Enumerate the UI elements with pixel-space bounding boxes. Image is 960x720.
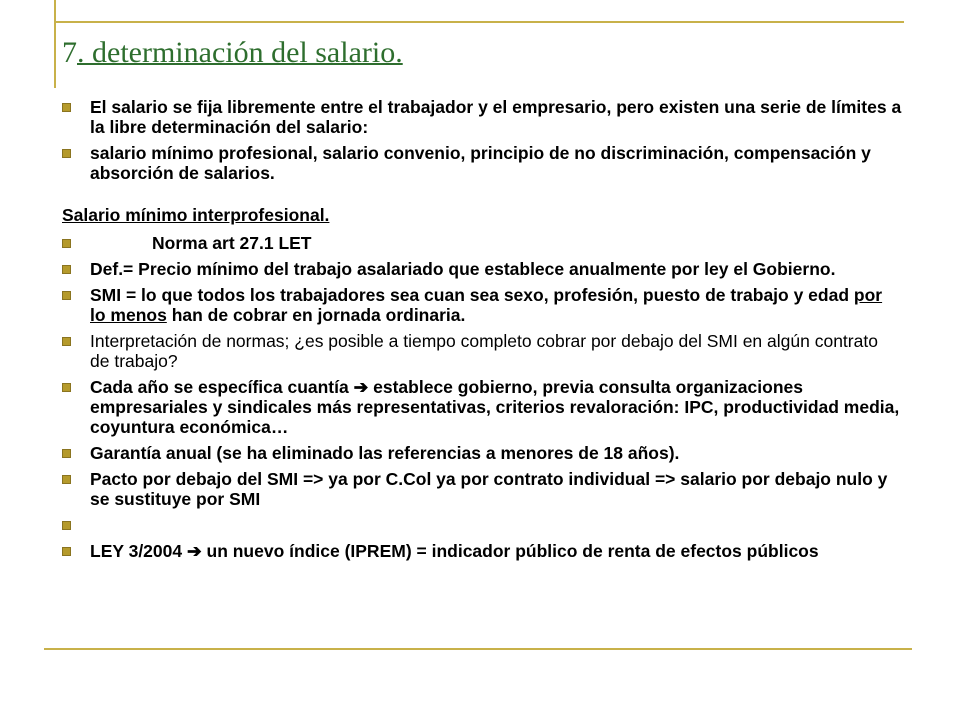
list-item-pacto [62, 469, 902, 509]
square-bullet-icon [62, 103, 71, 112]
arrow-right-icon: ➔ [186, 541, 202, 561]
list-item-text: Garantía anual (se ha eliminado las referencias a menores de 18 años). [90, 443, 680, 463]
list-item-garantia [62, 443, 902, 463]
list-item-text: Def.= Precio mínimo del trabajo asalariado que establece anualmente por ley el Gobierno. [90, 259, 836, 279]
square-bullet-icon [62, 149, 71, 158]
square-bullet-icon [62, 383, 71, 392]
square-bullet-icon [62, 521, 71, 530]
slide-content [62, 97, 902, 567]
left-vertical-rule [54, 0, 56, 88]
arrow-right-icon: ➔ [353, 377, 369, 397]
smi-underlined-phrase: por lo menos [90, 285, 883, 325]
cuantia-text-start: Cada año se específica cuantía [90, 377, 354, 397]
square-bullet-icon [62, 265, 71, 274]
list-item-norma [62, 233, 902, 253]
square-bullet-icon [62, 475, 71, 484]
list-item-text: salario mínimo profesional, salario convenio, principio de no discriminación, compensación y absorción de salarios. [90, 143, 871, 183]
list-item-text [90, 285, 882, 325]
list-item-intro-1 [62, 97, 902, 137]
list-item-text: Pacto por debajo del SMI => ya por C.Col ya por contrato individual => salario por debajo nulo y se sustituye por SMI [90, 469, 888, 509]
cuantia-text-end: establece gobierno, previa consulta organizaciones empresariales y sindicales más representativas, criterios revaloración: IPC, productividad media, coyuntura económica… [90, 377, 900, 437]
list-item-ley [62, 541, 902, 561]
list-item-text: Norma art 27.1 LET [152, 233, 312, 253]
square-bullet-icon [62, 449, 71, 458]
list-item-cuantia [62, 377, 902, 437]
ley-text-start: LEY 3/2004 [90, 541, 187, 561]
list-item-empty [62, 515, 902, 535]
slide-title [62, 36, 403, 70]
list-item-text [90, 377, 899, 437]
ley-text-end: un nuevo índice (IPREM) = indicador público de renta de efectos públicos [201, 541, 819, 561]
list-item-smi [62, 285, 902, 325]
section-heading: Salario mínimo interprofesional. [62, 205, 330, 225]
square-bullet-icon [62, 337, 71, 346]
list-item-text [90, 541, 819, 561]
smi-text-end: han de cobrar en jornada ordinaria. [166, 305, 466, 325]
list-item-text: El salario se fija libremente entre el trabajador y el empresario, pero existen una serie de límites a la libre determinación del salario: [90, 97, 902, 137]
square-bullet-icon [62, 239, 71, 248]
list-item-intro-2 [62, 143, 902, 183]
square-bullet-icon [62, 291, 71, 300]
bottom-horizontal-rule [44, 648, 912, 650]
title-number: 7 [62, 36, 77, 69]
list-item-text: Interpretación de normas; ¿es posible a tiempo completo cobrar por debajo del SMI en algún contrato de trabajo? [90, 331, 878, 371]
list-item-interpretacion [62, 331, 902, 371]
square-bullet-icon [62, 547, 71, 556]
list-item-def [62, 259, 902, 279]
title-text: . determinación del salario. [77, 36, 403, 69]
top-horizontal-rule [54, 21, 904, 23]
smi-text-start: SMI = lo que todos los trabajadores sea cuan sea sexo, profesión, puesto de trabajo y edad [90, 285, 854, 305]
